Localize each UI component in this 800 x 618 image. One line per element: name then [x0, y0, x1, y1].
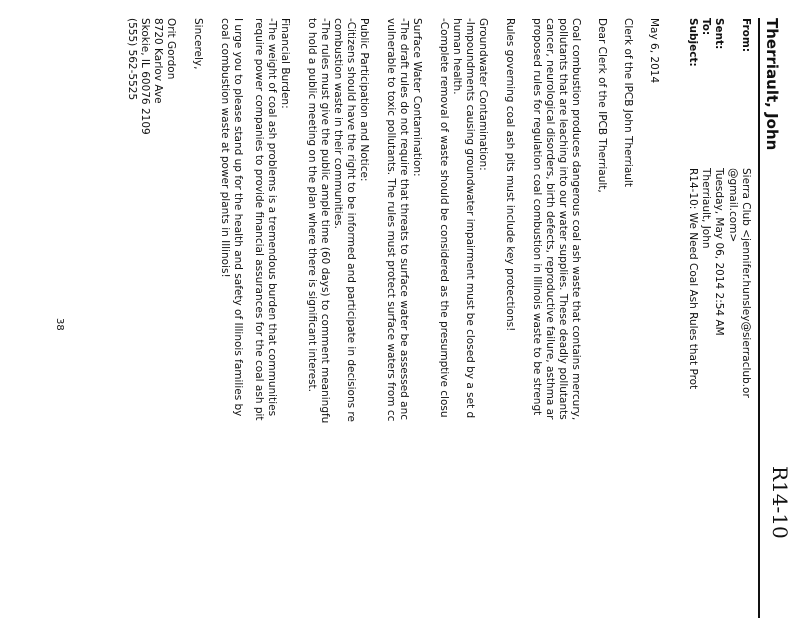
intro-line-4: proposed rules for regulation coal combustion in Illinois waste to be strengt — [531, 18, 543, 416]
docket-code: R14-10 — [768, 466, 792, 539]
signature-street: 8720 Karlov Ave — [152, 18, 164, 104]
letter-salutation: Dear Clerk of the IPCB Therriault, — [596, 18, 608, 193]
signature-city: Skokie, IL 60076 2109 — [139, 18, 151, 135]
signature-name: Orit Gordon — [165, 18, 177, 80]
financial-line-1: -The weight of coal ash problems is a tremendous burden that communities — [266, 18, 278, 417]
intro-line-3: cancer, neurological disorders, birth defects, reproductive failure, asthma ar — [544, 18, 556, 420]
groundwater-line-2: human health. — [451, 18, 463, 95]
sent-value: Tuesday, May 06, 2014 2:54 AM — [713, 168, 725, 336]
surface-line-1: -The draft rules do not require that threats to surface water be assessed anc — [398, 18, 410, 421]
header-rule — [758, 18, 760, 618]
surface-line-2: vulnerable to toxic pollutants. The rules must protect surface waters from cc — [385, 18, 397, 422]
public-line-1: -Citizens should have the right to be informed and participate in decisions re — [345, 18, 357, 422]
groundwater-line-3: -Complete removal of waste should be considered as the presumptive closu — [438, 18, 450, 418]
financial-heading: Financial Burden: — [279, 18, 291, 109]
groundwater-line-1: -Impoundments causing groundwater impairment must be closed by a set d — [464, 18, 476, 419]
recipient-name-title: Therriault, John — [763, 18, 781, 151]
to-label: To: — [700, 18, 712, 36]
financial-line-2: require power companies to provide financial assurances for the coal ash pit — [253, 18, 265, 421]
letter-recipient: Clerk of the IPCB John Therriault — [622, 18, 634, 187]
surface-heading: Surface Water Contamination: — [411, 18, 423, 177]
from-value-2: @gmail.com> — [727, 168, 739, 243]
letter-date: May 6, 2014 — [648, 18, 660, 84]
signature-phone: (555) 562-5525 — [126, 18, 138, 101]
intro-line-2: pollutants that are leaching into our water supplies. These deadly pollutants — [557, 18, 569, 420]
public-line-2: combustion waste in their communities. — [332, 18, 344, 229]
subject-label: Subject: — [687, 18, 699, 67]
sent-label: Sent: — [713, 18, 725, 50]
from-label: From: — [740, 18, 752, 53]
public-line-3: -The rules must give the public ample time (60 days) to comment meaningfu — [319, 18, 331, 424]
to-value: Therriault, John — [700, 168, 712, 249]
subject-value: R14-10: We Need Coal Ash Rules that Prot — [687, 168, 699, 390]
page-number: 38 — [54, 318, 65, 331]
closing-line-1: I urge you to please stand up for the health and safety of Illinois families by — [232, 18, 244, 417]
public-heading: Public Participation and Notice: — [358, 18, 370, 182]
signoff: Sincerely, — [192, 18, 204, 70]
intro-line-1: Coal combustion produces dangerous coal ash waste that contains mercury, — [570, 18, 582, 421]
public-line-4: to hold a public meeting on the plan where there is significant interest. — [306, 18, 318, 393]
from-value-1: Sierra Club <jennifer.hunsley@sierraclub.or — [740, 168, 752, 398]
groundwater-heading: Groundwater Contamination: — [477, 18, 489, 171]
rules-line: Rules governing coal ash pits must include key protections! — [504, 18, 516, 332]
closing-line-2: coal combustion waste at power plants in Illinois! — [219, 18, 231, 278]
